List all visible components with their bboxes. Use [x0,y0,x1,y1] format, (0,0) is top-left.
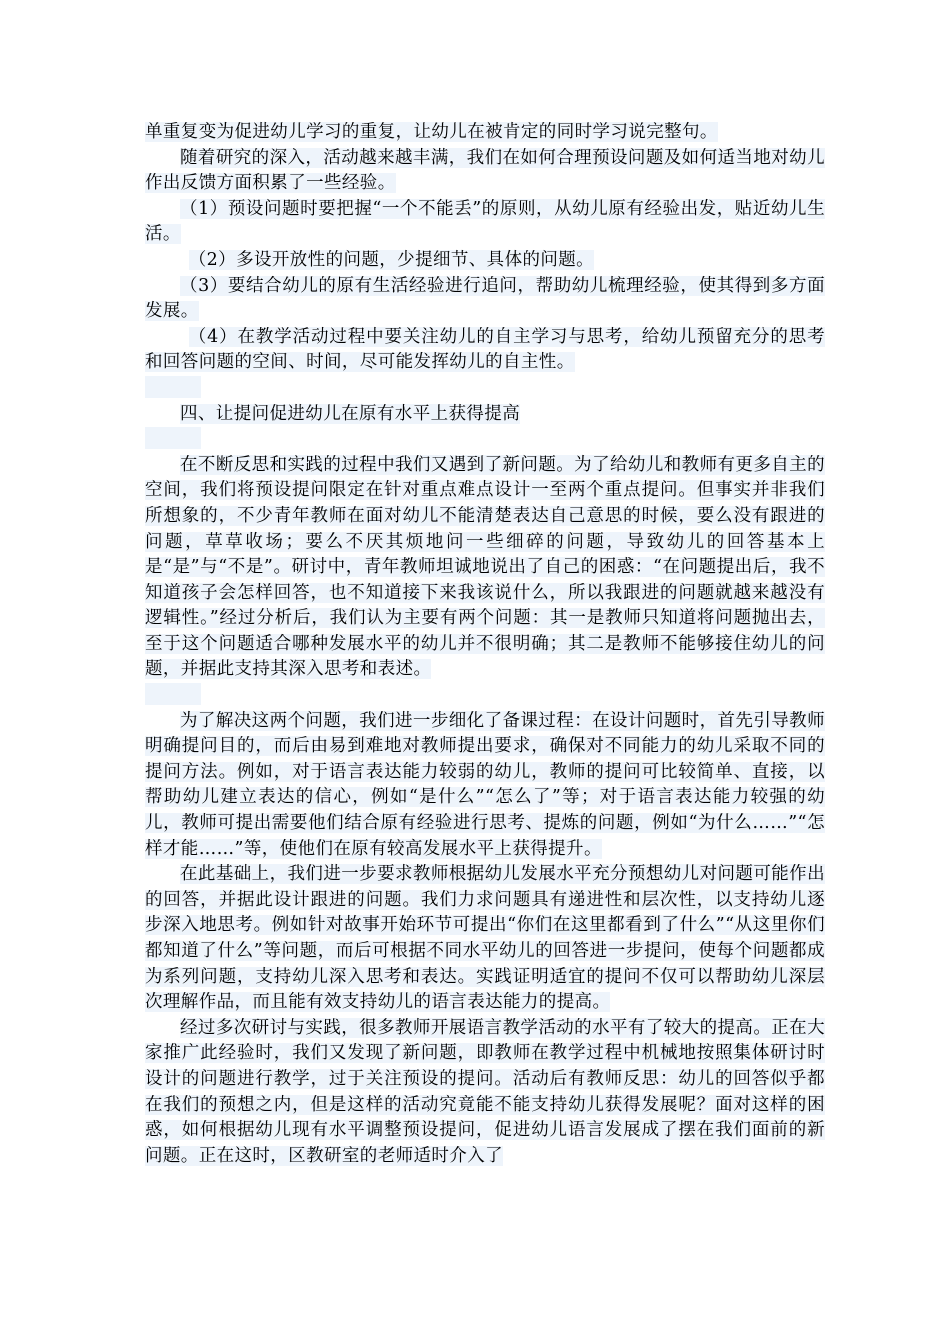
list-item-4: （4）在教学活动过程中要关注幼儿的自主学习与思考，给幼儿预留充分的思考和回答问题的空间、时间，尽可能发挥幼儿的自主性。 [145,326,825,373]
section-heading: 四、让提问促进幼儿在原有水平上获得提高 [180,403,521,424]
list-item-3: （3）要结合幼儿的原有生活经验进行追问，帮助幼儿梳理经验，使其得到多方面发展。 [145,275,825,322]
list-item-2: （2）多设开放性的问题，少提细节、具体的问题。 [188,249,595,270]
paragraph-2: 随着研究的深入，活动越来越丰满，我们在如何合理预设问题及如何适当地对幼儿作出反馈方面积累了一些经验。 [145,147,825,194]
blank-line [145,376,825,402]
paragraph-5: 在此基础上，我们进一步要求教师根据幼儿发展水平充分预想幼儿对问题可能作出的回答，并据此设计跟进的问题。我们力求问题具有递进性和层次性，以支持幼儿逐步深入地思考。例如针对故事开始环节可提出“你们在这里都看到了什么”“从这里你们都知道了什么”等问题，而后可根据不同水平幼儿的回答进一步提问，使每个问题都成为系列问题，支持幼儿深入思考和表达。实践证明适宜的提问不仅可以帮助幼儿深层次理解作品，而且能有效支持幼儿的语言表达能力的提高。 [145,864,825,1013]
blank-line [145,427,825,453]
paragraph-3: 在不断反思和实践的过程中我们又遇到了新问题。为了给幼儿和教师有更多自主的空间，我们将预设提问限定在针对重点难点设计一至两个重点提问。但事实并非我们所想象的，不少青年教师在面对幼儿不能清楚表达自己意思的时候，要么没有跟进的问题，草草收场；要么不厌其烦地问一些细碎的问题，导致幼儿的回答基本上是“是”与“不是”。研讨中，青年教师坦诚地说出了自己的困惑：“在问题提出后，我不知道孩子会怎样回答，也不知道接下来我该说什么，所以我跟进的问题就越来越没有逻辑性。”经过分析后，我们认为主要有两个问题：其一是教师只知道将问题抛出去，至于这个问题适合哪种发展水平的幼儿并不很明确；其二是教师不能够接住幼儿的问题，并据此支持其深入思考和表述。 [145,454,825,680]
document-page [145,120,825,1169]
blank-line [145,683,825,709]
paragraph-4: 为了解决这两个问题，我们进一步细化了备课过程：在设计问题时，首先引导教师明确提问目的，而后由易到难地对教师提出要求，确保对不同能力的幼儿采取不同的提问方法。例如，对于语言表达能力较弱的幼儿，教师的提问可比较简单、直接，以帮助幼儿建立表达的信心，例如“是什么”“怎么了”等；对于语言表达能力较强的幼儿，教师可提出需要他们结合原有经验进行思考、提炼的问题，例如“为什么……”“怎样才能……”等，使他们在原有较高发展水平上获得提升。 [145,710,825,859]
paragraph-1: 单重复变为促进幼儿学习的重复，让幼儿在被肯定的同时学习说完整句。 [145,122,718,142]
paragraph-6: 经过多次研讨与实践，很多教师开展语言教学活动的水平有了较大的提高。正在大家推广此经验时，我们又发现了新问题，即教师在教学过程中机械地按照集体研讨时设计的问题进行教学，过于关注预设的提问。活动后有教师反思：幼儿的回答似乎都在我们的预想之内，但是这样的活动究竟能不能支持幼儿获得发展呢？面对这样的困惑，如何根据幼儿现有水平调整预设提问，促进幼儿语言发展成了摆在我们面前的新问题。正在这时，区教研室的老师适时介入了 [145,1017,825,1166]
list-item-1: （1）预设问题时要把握“一个不能丢”的原则，从幼儿原有经验出发，贴近幼儿生活。 [145,198,825,245]
